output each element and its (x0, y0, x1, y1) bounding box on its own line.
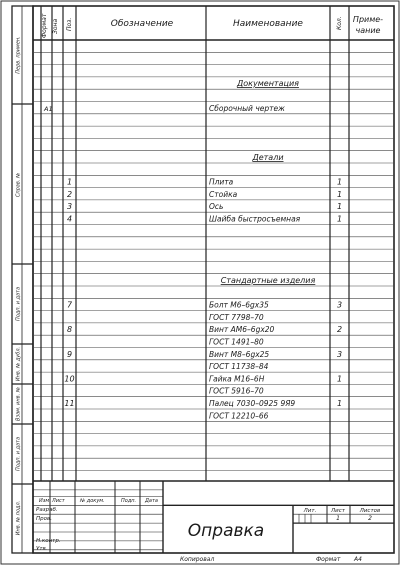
row-quantity: 1 (336, 214, 343, 224)
row-name: Стойка (209, 189, 238, 199)
row-name: Сборочный чертеж (209, 103, 285, 113)
tb-list-value: 1 (336, 515, 340, 522)
table-row (67, 215, 342, 224)
tb-lit: Лит. (303, 508, 317, 514)
row-name: ГОСТ 1491–80 (209, 337, 264, 347)
row-name: Шайба быстросъемная (209, 214, 301, 224)
header-pos: Поз. (66, 17, 73, 31)
row-position: 3 (66, 202, 73, 212)
tb-razrab: Разраб. (36, 507, 58, 513)
tb-podp: Подп. (121, 498, 137, 504)
header-designation: Обозначение (110, 19, 174, 29)
row-position: 10 (64, 374, 75, 384)
section-heading: Детали (252, 153, 284, 162)
table-row (209, 411, 269, 420)
table-row (209, 313, 264, 322)
section-heading-row (236, 79, 299, 88)
table-row (209, 338, 264, 347)
row-quantity: 1 (336, 177, 343, 187)
specification-table (33, 6, 394, 481)
section-heading-row (251, 153, 283, 162)
row-name: Гайка М16–6Н (209, 374, 265, 384)
table-row (67, 325, 342, 334)
strip-label-inv_podl: Инв. № подл. (15, 500, 22, 536)
row-quantity: 1 (336, 202, 343, 212)
table-row (209, 387, 264, 396)
document-title: Оправка (187, 521, 265, 541)
row-position: 2 (66, 189, 73, 199)
tb-utv: Утв. (36, 546, 48, 552)
row-name: ГОСТ 5916–70 (209, 386, 264, 396)
table-row (43, 104, 285, 113)
row-quantity: 3 (336, 300, 343, 310)
row-quantity: 1 (336, 374, 343, 384)
table-row (209, 362, 269, 371)
row-name: ГОСТ 12210–66 (209, 411, 269, 421)
strip-label-podp_data_2: Подп. и дата (15, 436, 22, 472)
tb-listov-value: 2 (368, 515, 372, 522)
row-name: Винт АМ6–6gx20 (209, 325, 275, 335)
tb-n-kontr: Н.контр. (36, 538, 61, 544)
table-row (67, 190, 342, 199)
row-quantity: 2 (336, 325, 343, 335)
drawing-frame (33, 6, 394, 553)
table-row (67, 178, 342, 187)
row-position: 4 (66, 214, 73, 224)
strip-label-inv_dubl: Инв. № дубл. (15, 346, 22, 382)
header-format: Формат (41, 13, 48, 38)
table-row (64, 374, 342, 383)
tb-data: Дата (145, 498, 158, 504)
header-zone: Зона (52, 18, 59, 34)
strip-label-podp_data_1: Подп. и дата (15, 286, 22, 322)
table-row (67, 202, 342, 211)
sheet-footer (180, 556, 362, 563)
section-heading: Стандартные изделия (220, 276, 316, 285)
tb-list: Лист (52, 498, 65, 504)
row-name: Плита (209, 177, 234, 187)
footer-format-value: А4 (354, 556, 362, 563)
row-position: 11 (64, 399, 75, 408)
section-heading-row (221, 276, 316, 285)
row-name: Винт М8–6gx25 (209, 349, 270, 359)
row-format: А1 (44, 104, 53, 113)
table-header (41, 13, 383, 38)
table-row (64, 399, 342, 408)
tb-list-label: Лист (331, 508, 345, 514)
row-position: 1 (66, 177, 73, 187)
strip-label-sprav_no: Справ. № (15, 172, 22, 198)
tb-izm: Изм (39, 498, 50, 504)
footer-copied: Копировал (180, 556, 215, 563)
row-quantity: 1 (336, 399, 343, 408)
footer-format-label: Формат (316, 556, 341, 563)
row-position: 7 (66, 300, 73, 310)
row-quantity: 3 (336, 349, 343, 359)
table-row (67, 301, 342, 310)
row-name: Болт М6–6gx35 (209, 300, 269, 310)
tb-prov: Пров. (36, 516, 52, 522)
row-name: ГОСТ 7798–70 (209, 312, 264, 322)
section-heading: Документация (237, 79, 299, 89)
row-name: ГОСТ 11738–84 (209, 362, 269, 372)
header-note-line2: чание (355, 26, 381, 35)
table-row (67, 350, 342, 359)
binding-strip-labels (16, 36, 22, 535)
title-block-text (36, 498, 380, 552)
row-position: 8 (66, 325, 73, 335)
header-qty: Кол. (336, 16, 343, 30)
strip-label-vzam_inv: Взам. инв. № (15, 387, 22, 421)
row-name: Ось (209, 202, 224, 212)
row-quantity: 1 (336, 189, 343, 199)
header-name: Наименование (233, 19, 303, 29)
tb-listov-label: Листов (359, 508, 381, 514)
tb-doc-no: № докум. (80, 498, 105, 504)
row-name: Палец 7030–0925 9Я9 (209, 399, 296, 408)
strip-label-perv_primen: Перв. примен. (15, 36, 22, 74)
sheet-border (1, 1, 399, 564)
row-position: 9 (66, 349, 73, 359)
header-note-line1: Приме- (352, 15, 384, 24)
